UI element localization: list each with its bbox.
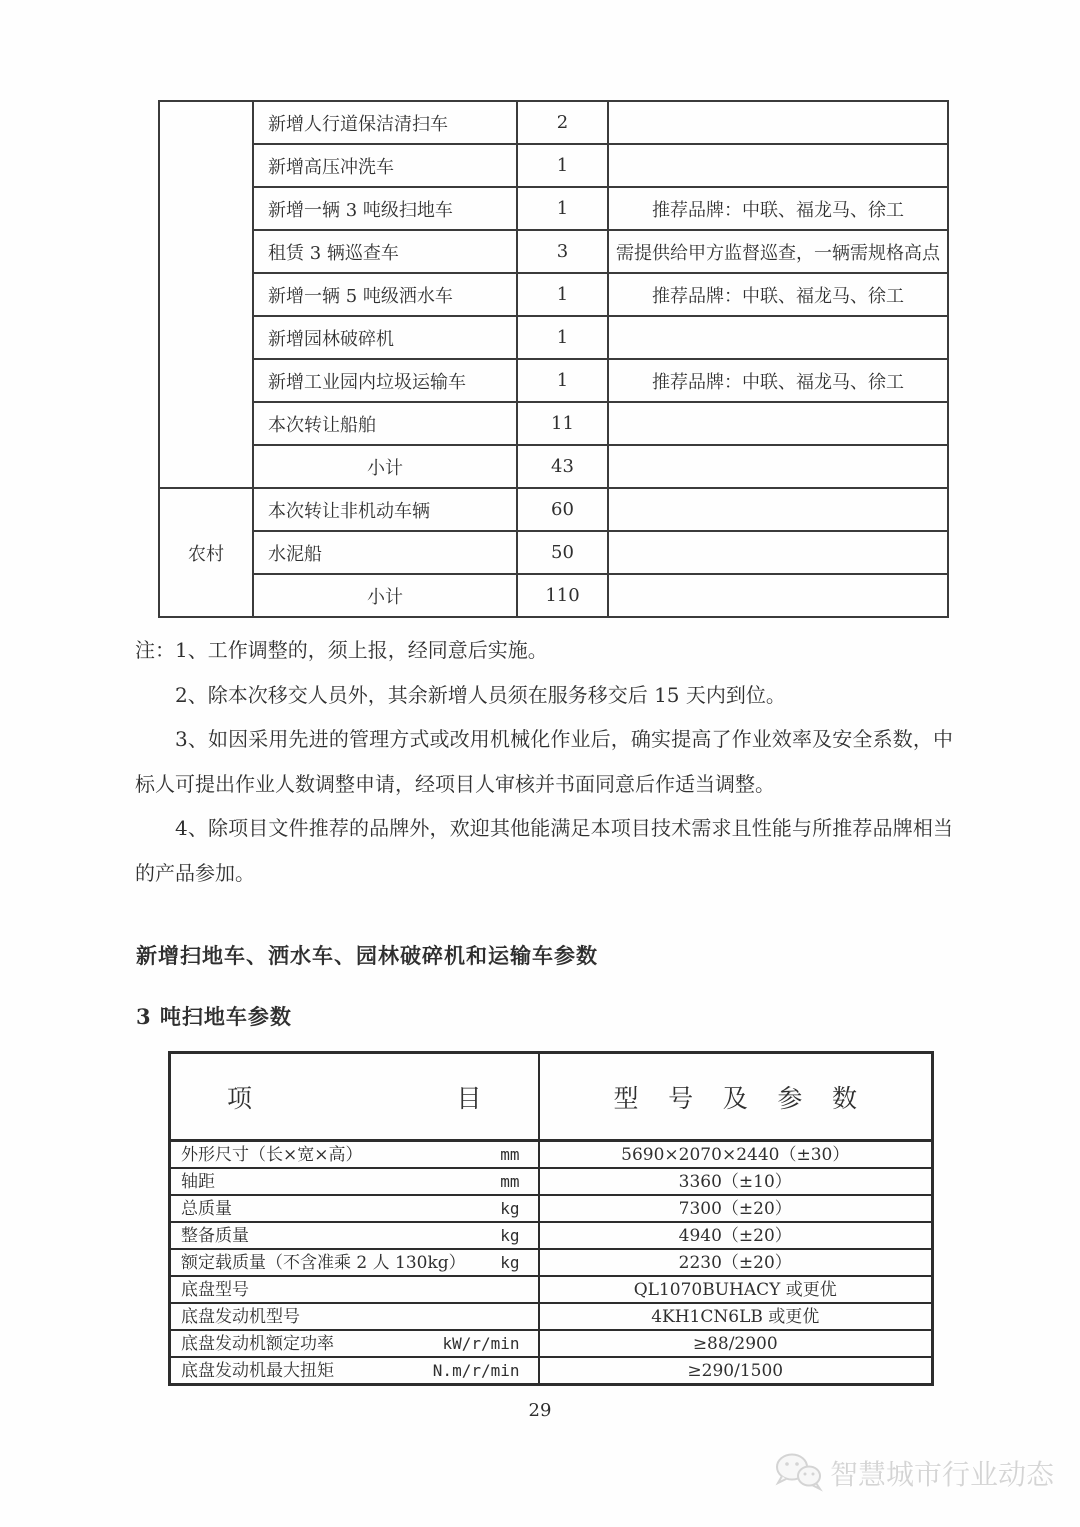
spec-label: 底盘发动机最大扭矩 bbox=[181, 1360, 334, 1381]
subtotal-label-cell: 小计 bbox=[253, 574, 517, 617]
spec-label-cell bbox=[171, 1142, 538, 1167]
spec-row bbox=[170, 1276, 933, 1303]
spec-label: 整备质量 bbox=[181, 1225, 249, 1246]
spec-unit: kg bbox=[500, 1198, 520, 1218]
qty-cell: 2 bbox=[517, 101, 608, 144]
note-cell bbox=[608, 144, 948, 187]
spec-value-cell: 4KH1CN6LB 或更优 bbox=[539, 1303, 933, 1330]
table-row bbox=[159, 531, 948, 574]
spec-label: 总质量 bbox=[181, 1198, 232, 1219]
spec-unit: N.m/r/min bbox=[432, 1360, 520, 1380]
footer-watermark bbox=[772, 1449, 1054, 1497]
table-row bbox=[159, 402, 948, 445]
qty-cell: 3 bbox=[517, 230, 608, 273]
item-cell: 新增园林破碎机 bbox=[253, 316, 517, 359]
note-cell bbox=[608, 488, 948, 531]
qty-cell: 1 bbox=[517, 316, 608, 359]
item-cell: 新增高压冲洗车 bbox=[253, 144, 517, 187]
spec-value-cell: 2230（±20） bbox=[539, 1249, 933, 1276]
spec-value-cell: ≥88/2900 bbox=[539, 1330, 933, 1357]
note-line-2: 2、除本次移交人员外，其余新增人员须在服务移交后 15 天内到位。 bbox=[175, 682, 786, 707]
spec-unit: mm bbox=[500, 1171, 520, 1191]
note-cell bbox=[608, 445, 948, 488]
table-row bbox=[159, 359, 948, 402]
note-line-3: 3、如因采用先进的管理方式或改用机械化作业后，确实提高了作业效率及安全系数，中标人可提出作业人数调整申请，经项目人审核并书面同意后作适当调整。 bbox=[135, 727, 953, 796]
item-cell: 新增一辆 3 吨级扫地车 bbox=[253, 187, 517, 230]
item-cell: 新增工业园内垃圾运输车 bbox=[253, 359, 517, 402]
item-cell: 租赁 3 辆巡查车 bbox=[253, 230, 517, 273]
spec-unit: kg bbox=[500, 1225, 520, 1245]
qty-cell: 1 bbox=[517, 359, 608, 402]
spec-label: 外形尺寸（长×宽×高） bbox=[181, 1144, 363, 1165]
spec-label-cell bbox=[171, 1277, 538, 1302]
subtotal-row bbox=[159, 574, 948, 617]
region-cell-top bbox=[159, 101, 253, 488]
spec-value-cell: ≥290/1500 bbox=[539, 1357, 933, 1385]
note-cell bbox=[608, 531, 948, 574]
item-cell: 本次转让船舶 bbox=[253, 402, 517, 445]
note-cell bbox=[608, 574, 948, 617]
note-cell bbox=[608, 402, 948, 445]
watermark-text: 智慧城市行业动态 bbox=[830, 1458, 1055, 1491]
sub-heading: 3 吨扫地车参数 bbox=[136, 1004, 292, 1029]
spec-row bbox=[170, 1195, 933, 1222]
qty-cell: 1 bbox=[517, 144, 608, 187]
table-row bbox=[159, 488, 948, 531]
region-cell-rural: 农村 bbox=[159, 488, 253, 617]
spec-label-cell bbox=[171, 1304, 538, 1329]
spec-unit: kW/r/min bbox=[442, 1333, 520, 1353]
spec-unit: mm bbox=[500, 1144, 520, 1164]
spec-row bbox=[170, 1168, 933, 1195]
spec-row bbox=[170, 1222, 933, 1249]
spec-label: 轴距 bbox=[181, 1171, 215, 1192]
note-line-1: 注：1、工作调整的，须上报，经同意后实施。 bbox=[135, 638, 548, 662]
vehicle-handover-table bbox=[158, 100, 949, 618]
qty-cell: 1 bbox=[517, 187, 608, 230]
spec-label-cell bbox=[171, 1223, 538, 1248]
spec-header-model: 型 号 及 参 数 bbox=[539, 1053, 933, 1141]
spec-row bbox=[170, 1141, 933, 1169]
spec-header-row bbox=[170, 1053, 933, 1141]
spec-label-cell bbox=[171, 1331, 538, 1356]
table-row bbox=[159, 187, 948, 230]
qty-cell: 60 bbox=[517, 488, 608, 531]
table-row bbox=[159, 273, 948, 316]
qty-cell: 50 bbox=[517, 531, 608, 574]
spec-unit: kg bbox=[500, 1252, 520, 1272]
table-row bbox=[159, 101, 948, 144]
spec-value-cell: 5690×2070×2440（±30） bbox=[539, 1141, 933, 1169]
spec-label: 底盘发动机额定功率 bbox=[181, 1333, 334, 1354]
notes-block bbox=[135, 628, 953, 895]
note-cell bbox=[608, 101, 948, 144]
spec-label: 底盘型号 bbox=[181, 1279, 249, 1300]
note-cell: 推荐品牌：中联、福龙马、徐工 bbox=[608, 273, 948, 316]
spec-row bbox=[170, 1330, 933, 1357]
sweeper-spec-table bbox=[168, 1051, 934, 1386]
note-cell: 需提供给甲方监督巡查，一辆需规格高点 bbox=[608, 230, 948, 273]
spec-value-cell: QL1070BUHACY 或更优 bbox=[539, 1276, 933, 1303]
note-line-4: 4、除项目文件推荐的品牌外，欢迎其他能满足本项目技术需求且性能与所推荐品牌相当的产品参加。 bbox=[135, 816, 953, 885]
spec-row bbox=[170, 1357, 933, 1385]
item-cell: 新增一辆 5 吨级洒水车 bbox=[253, 273, 517, 316]
item-cell: 新增人行道保洁清扫车 bbox=[253, 101, 517, 144]
subtotal-qty-cell: 43 bbox=[517, 445, 608, 488]
section-heading: 新增扫地车、洒水车、园林破碎机和运输车参数 bbox=[136, 943, 598, 968]
spec-row bbox=[170, 1303, 933, 1330]
table-row bbox=[159, 230, 948, 273]
table-row bbox=[159, 144, 948, 187]
spec-label-cell bbox=[171, 1250, 538, 1275]
spec-label-cell bbox=[171, 1196, 538, 1221]
note-cell: 推荐品牌：中联、福龙马、徐工 bbox=[608, 187, 948, 230]
table-row bbox=[159, 316, 948, 359]
note-cell bbox=[608, 316, 948, 359]
subtotal-row bbox=[159, 445, 948, 488]
spec-header-item: 项 目 bbox=[170, 1053, 539, 1141]
spec-label-cell bbox=[171, 1169, 538, 1194]
spec-label-cell bbox=[171, 1358, 538, 1383]
spec-label: 底盘发动机型号 bbox=[181, 1306, 300, 1327]
qty-cell: 1 bbox=[517, 273, 608, 316]
note-cell: 推荐品牌：中联、福龙马、徐工 bbox=[608, 359, 948, 402]
page-number: 29 bbox=[528, 1400, 552, 1421]
qty-cell: 11 bbox=[517, 402, 608, 445]
spec-value-cell: 7300（±20） bbox=[539, 1195, 933, 1222]
spec-row bbox=[170, 1249, 933, 1276]
spec-label: 额定载质量（不含准乘 2 人 130kg） bbox=[181, 1252, 466, 1273]
item-cell: 水泥船 bbox=[253, 531, 517, 574]
spec-value-cell: 4940（±20） bbox=[539, 1222, 933, 1249]
subtotal-qty-cell: 110 bbox=[517, 574, 608, 617]
item-cell: 本次转让非机动车辆 bbox=[253, 488, 517, 531]
subtotal-label-cell: 小计 bbox=[253, 445, 517, 488]
spec-value-cell: 3360（±10） bbox=[539, 1168, 933, 1195]
wechat-logo-icon bbox=[772, 1449, 824, 1497]
